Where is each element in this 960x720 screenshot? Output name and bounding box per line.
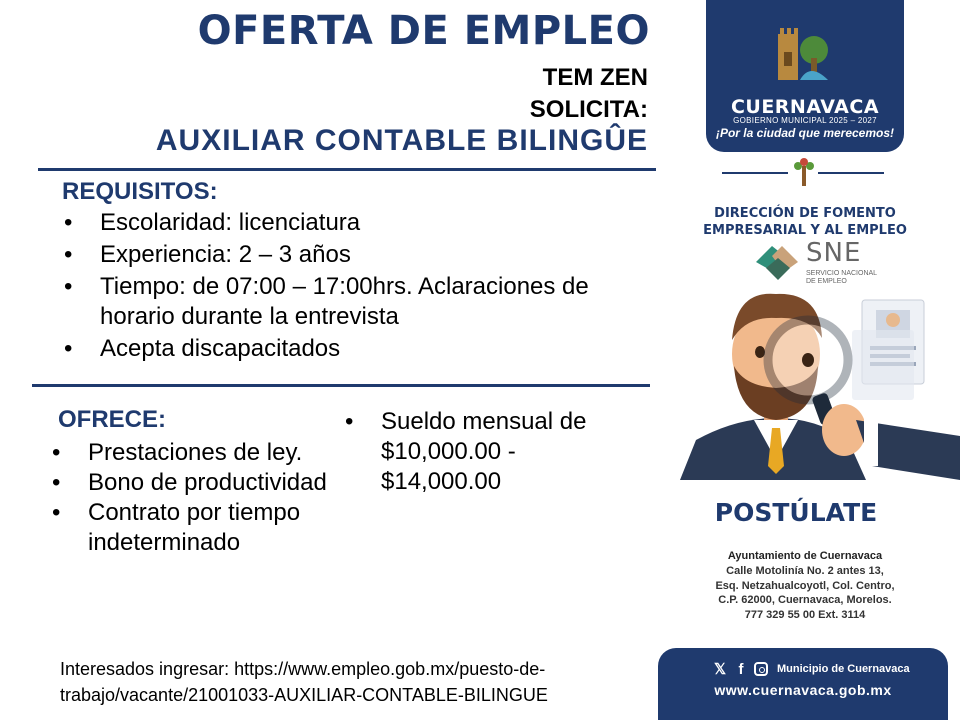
recruiter-magnifier-illustration xyxy=(676,290,960,480)
social-handle: Municipio de Cuernavaca xyxy=(777,663,910,675)
ofrece-item: • Bono de productividad xyxy=(50,468,340,498)
ofrece-heading: OFRECE: xyxy=(58,406,166,433)
ofrece-item: • Prestaciones de ley. xyxy=(50,438,340,468)
ornament-line-left xyxy=(722,172,788,174)
direccion-title: DIRECCIÓN DE FOMENTO EMPRESARIAL Y AL EMPLEO xyxy=(703,206,907,238)
divider-middle xyxy=(32,384,650,387)
solicita-label: SOLICITA: xyxy=(529,96,648,123)
ofrece-item: • Contrato por tiempo indeterminado xyxy=(50,498,340,558)
social-links xyxy=(712,660,910,678)
city-name: CUERNAVACA xyxy=(730,96,880,118)
address-block xyxy=(680,564,930,622)
company-name: TEM ZEN xyxy=(542,64,648,91)
government-period: GOBIERNO MUNICIPAL 2025 – 2027 xyxy=(733,116,877,125)
sne-subtitle: SERVICIO NACIONAL DE EMPLEO xyxy=(806,270,878,285)
requisito-item: • Tiempo: de 07:00 – 17:00hrs. Aclaraciones de horario durante la entrevista xyxy=(62,272,652,332)
divider-top xyxy=(38,168,656,171)
postulate-heading: POSTÚLATE xyxy=(714,498,878,527)
instagram-icon[interactable] xyxy=(754,662,768,676)
plant-ornament-icon xyxy=(792,158,816,186)
application-link-note[interactable]: Interesados ingresar: https://www.empleo.gob.mx/puesto-de-trabajo/vacante/21001033-AUXILIAR-CONTABLE-BILINGUE xyxy=(60,659,548,705)
sne-handshake-icon xyxy=(752,240,802,284)
ornament-line-right xyxy=(818,172,884,174)
phone-line: 777 329 55 00 Ext. 3114 xyxy=(744,608,866,621)
address-line: Calle Motolinía No. 2 antes 13, xyxy=(726,565,884,577)
salary-item: • Sueldo mensual de $10,000.00 - $14,000.00 xyxy=(343,407,633,497)
salary-list xyxy=(343,407,633,497)
requisito-item: • Escolaridad: licenciatura xyxy=(62,208,652,238)
position-title: AUXILIAR CONTABLE BILINGÛE xyxy=(155,124,648,157)
facebook-icon[interactable]: f xyxy=(738,660,744,678)
requisitos-list xyxy=(62,208,652,366)
x-icon[interactable]: 𝕏 xyxy=(713,661,727,678)
ofrece-list xyxy=(50,438,340,558)
requisitos-heading: REQUISITOS: xyxy=(62,178,218,205)
address-title: Ayuntamiento de Cuernavaca xyxy=(727,550,883,562)
coat-of-arms-icon xyxy=(770,22,834,92)
sne-logo-text: SNE xyxy=(806,238,862,268)
requisito-item: • Acepta discapacitados xyxy=(62,334,652,364)
address-line: C.P. 62000, Cuernavaca, Morelos. xyxy=(718,594,892,606)
address-line: Esq. Netzahualcoyotl, Col. Centro, xyxy=(715,579,895,592)
page-title: OFERTA DE EMPLEO xyxy=(197,8,650,54)
city-slogan: ¡Por la ciudad que merecemos! xyxy=(715,126,895,140)
requisito-item: • Experiencia: 2 – 3 años xyxy=(62,240,652,270)
website-link[interactable]: www.cuernavaca.gob.mx xyxy=(714,682,892,698)
